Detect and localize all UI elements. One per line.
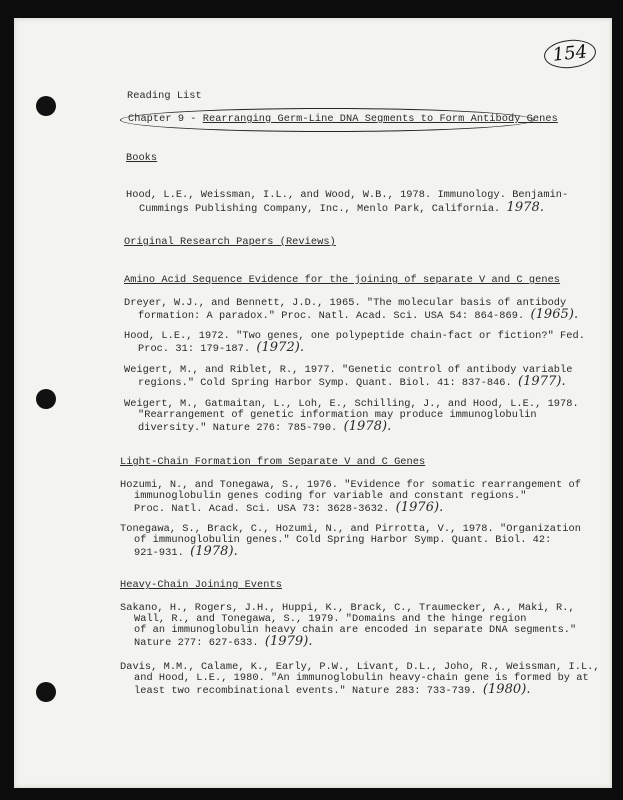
handwritten-year: (1978). (343, 419, 392, 434)
reference-line (138, 375, 566, 390)
reference-line (138, 308, 578, 323)
section-heading: Amino Acid Sequence Evidence for the joining of separate V and C genes (124, 274, 561, 286)
reference-line: of immunoglobulin genes." Cold Spring Harbor Symp. Quant. Biol. 42: (134, 534, 552, 546)
reference-line: Weigert, M., and Riblet, R., 1977. "Genetic control of antibody variable (124, 364, 573, 376)
handwritten-page-number: 154 (543, 37, 598, 70)
reference-line: Davis, M.M., Calame, K., Early, P.W., Livant, D.L., Joho, R., Weissman, I.L., (120, 661, 600, 673)
reference-text: least two recombinational events." Nature 283: 733-739. (134, 685, 477, 697)
reference-line: immunoglobulin genes coding for variable and constant regions." (134, 490, 527, 502)
reference-text: regions." Cold Spring Harbor Symp. Quant. Biol. 41: 837-846. (138, 377, 512, 389)
reference-line (134, 501, 443, 516)
section-heading: Light-Chain Formation from Separate V and C Genes (120, 456, 426, 468)
reference-line: and Hood, L.E., 1980. "An immunoglobulin heavy-chain gene is formed by at (134, 672, 589, 684)
reference-line: Weigert, M., Gatmaitan, L., Loh, E., Schilling, J., and Hood, L.E., 1978. (124, 398, 579, 410)
reference-text: Nature 277: 627-633. (134, 637, 259, 649)
reference-line: Hood, L.E., 1972. "Two genes, one polypeptide chain-fact or fiction?" Fed. (124, 330, 585, 342)
document-page (14, 18, 612, 788)
handwritten-year: 1978. (506, 200, 544, 215)
binder-hole (36, 682, 56, 702)
reference-line: Tonegawa, S., Brack, C., Hozumi, N., and Pirrotta, V., 1978. "Organization (120, 523, 581, 535)
handwritten-year: (1979). (264, 634, 313, 649)
handwritten-year: (1972). (256, 340, 305, 355)
reference-line: Dreyer, W.J., and Bennett, J.D., 1965. "The molecular basis of antibody (124, 297, 567, 309)
binder-hole (36, 389, 56, 409)
handwritten-year: (1965). (530, 307, 579, 322)
book-entry-text: Cummings Publishing Company, Inc., Menlo Park, California. (139, 203, 501, 215)
reference-text: formation: A paradox." Proc. Natl. Acad. Sci. USA 54: 864-869. (138, 310, 525, 322)
reference-line (134, 683, 531, 698)
page-title: Reading List (127, 90, 202, 102)
binder-hole (36, 96, 56, 116)
reference-text: Proc. 31: 179-187. (138, 343, 251, 355)
handwritten-year: (1980). (482, 682, 531, 697)
chapter-name: Rearranging Germ-Line DNA Segments to Form Antibody Genes (202, 113, 558, 125)
reference-line: of an immunoglobulin heavy chain are encoded in separate DNA segments." (134, 624, 577, 636)
handwritten-year: (1977). (517, 374, 566, 389)
chapter-heading (128, 113, 558, 126)
reference-line (134, 545, 238, 560)
reference-line (138, 420, 391, 435)
reference-text: diversity." Nature 276: 785-790. (138, 422, 338, 434)
reference-line: "Rearrangement of genetic information may produce immunoglobulin (138, 409, 537, 421)
reference-line: Sakano, H., Rogers, J.H., Huppi, K., Brack, C., Traumecker, A., Maki, R., (120, 602, 575, 614)
reference-line (134, 635, 313, 650)
book-entry-line: Hood, L.E., Weissman, I.L., and Wood, W.B., 1978. Immunology. Benjamin- (126, 189, 569, 201)
reference-line: Wall, R., and Tonegawa, S., 1979. "Domains and the hinge region (134, 613, 527, 625)
books-heading: Books (126, 152, 158, 164)
reference-text: 921-931. (134, 547, 184, 559)
reference-text: Proc. Natl. Acad. Sci. USA 73: 3628-3632. (134, 503, 390, 515)
reference-line (138, 341, 304, 356)
book-entry-line (139, 201, 544, 216)
section-heading: Heavy-Chain Joining Events (120, 579, 282, 591)
chapter-prefix: Chapter 9 - (128, 113, 203, 125)
reference-line: Hozumi, N., and Tonegawa, S., 1976. "Evidence for somatic rearrangement of (120, 479, 581, 491)
handwritten-year: (1978). (190, 544, 238, 559)
handwritten-year: (1976). (395, 500, 444, 515)
original-papers-heading: Original Research Papers (Reviews) (124, 236, 336, 248)
